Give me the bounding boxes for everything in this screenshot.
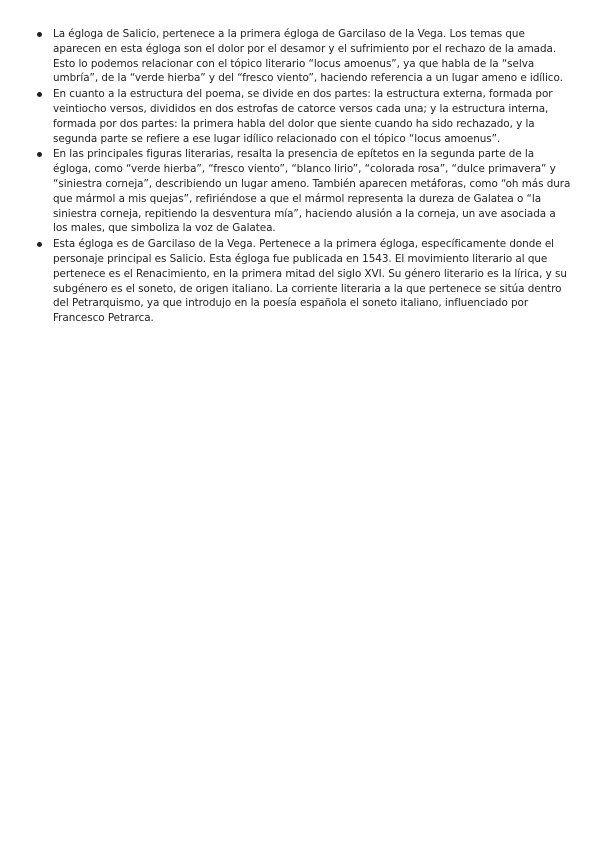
paragraph-text: En cuanto a la estructura del poema, se divide en dos partes: la estructura externa, formada por veintiocho versos, divididos en dos estrofas de catorce versos cada una; y la estructura interna, formada por dos partes: la primera habla del dolor que siente cuando ha sido rechazado, y la segunda parte se refiere a ese lugar idílico relacionado con el tópico “locus amoenus”.: [53, 88, 553, 145]
paragraph-text: Esta égloga es de Garcilaso de la Vega. Pertenece a la primera égloga, específicamente donde el personaje principal es Salicio. Esta égloga fue publicada en 1543. El movimiento literario al que pertenece es el Renacimiento, en la primera mitad del siglo XVI. Su género literario es la lírica, y su subgénero es el soneto, de origen italiano. La corriente literaria a la que pertenece se sitúa dentro del Petrarquismo, ya que introdujo en la poesía española el soneto italiano, influenciado por Francesco Petrarca.: [53, 238, 567, 325]
list-item: [37, 147, 572, 236]
list-item: [37, 87, 572, 146]
list-item: [37, 237, 572, 326]
paragraph-text: La égloga de Salicio, pertenece a la primera égloga de Garcilaso de la Vega. Los temas que aparecen en esta égloga son el dolor por el desamor y el sufrimiento por el rechazo de la amada. Esto lo podemos relacionar con el tópico literario “locus amoenus”, ya que habla de la “selva umbría”, de la “verde hierba” y del “fresco viento”, haciendo referencia a un lugar ameno e idílico.: [53, 28, 563, 85]
list-item: [37, 27, 572, 86]
bullet-list: [37, 27, 572, 327]
bullet-icon: [37, 152, 42, 157]
bullet-icon: [37, 242, 42, 247]
bullet-icon: [37, 92, 42, 97]
bullet-icon: [37, 32, 42, 37]
paragraph-text: En las principales figuras literarias, resalta la presencia de epítetos en la segunda parte de la égloga, como “verde hierba”, “fresco viento”, “blanco lirio”, “colorada rosa”, “dulce primavera” y “siniestra corneja”, describiendo un lugar ameno. También aparecen metáforas, como “oh más dura que mármol a mis quejas”, refiriéndose a que el mármol representa la dureza de Galatea o “la siniestra corneja, repitiendo la desventura mía”, haciendo alusión a la corneja, un ave asociada a los males, que simboliza la voz de Galatea.: [53, 148, 571, 235]
